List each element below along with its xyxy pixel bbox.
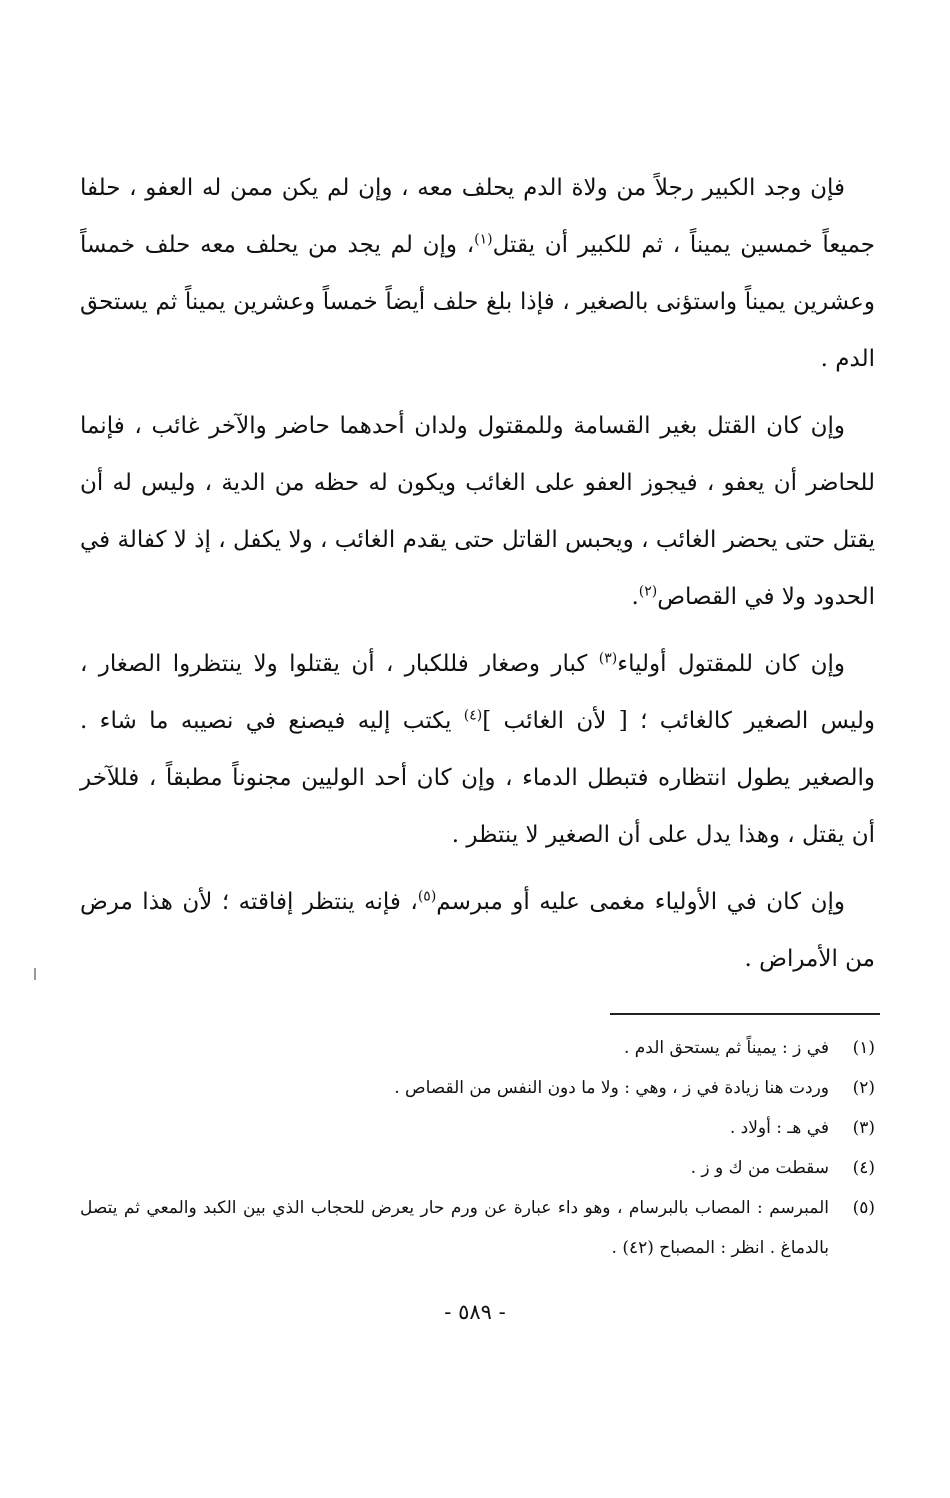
page-number: - ٥٨٩ - — [444, 1300, 506, 1324]
footnote-item — [80, 1108, 875, 1148]
footnote-item — [80, 1028, 875, 1068]
footnote-number: (١) — [852, 1038, 875, 1058]
paragraph-text: ، فإنه ينتظر إفاقته ؛ لأن هذا مرض من الأمراض . — [80, 889, 875, 972]
footnote-separator — [610, 1013, 880, 1015]
paragraph — [80, 398, 875, 626]
footnote-item — [80, 1188, 875, 1268]
paragraph-text: وإن كان القتل بغير القسامة وللمقتول ولدان أحدهما حاضر والآخر غائب ، فإنما للحاضر أن يعفو ، فيجوز العفو على الغائب ويكون له حظه من الدية ، وليس له أن يقتل حتى يحضر الغائب ، ويحبس القاتل حتى يقدم الغائب ، ولا يكفل ، إذ لا كفالة في الحدود ولا في القصاص — [80, 413, 875, 610]
footnote-number: (٢) — [852, 1078, 875, 1098]
footnote-text: في هـ : أولاد . — [729, 1118, 829, 1138]
footnote-reference: (٣) — [598, 650, 618, 667]
footnote-item — [80, 1148, 875, 1188]
footnote-reference: (٢) — [638, 583, 658, 600]
paragraph-text: فإن وجد الكبير رجلاً من ولاة الدم يحلف معه ، وإن لم يكن ممن له العفو ، حلفا جميعاً خمسين يميناً ، ثم للكبير أن يقتل — [80, 175, 875, 258]
paragraph — [80, 874, 875, 988]
paragraph-text: وإن كان للمقتول أولياء — [617, 651, 845, 677]
footnote-reference: (٤) — [463, 707, 483, 724]
paragraph-text: . — [631, 584, 639, 610]
paragraph — [80, 160, 875, 388]
footnote-number: (٣) — [852, 1118, 875, 1138]
footnote-item — [80, 1068, 875, 1108]
footnote-number: (٥) — [852, 1198, 875, 1218]
paragraph-text: ، وإن لم يجد من يحلف معه حلف خمساً وعشرين يميناً واستؤنى بالصغير ، فإذا بلغ حلف أيضاً خمساً وعشرين يميناً ثم يستحق الدم . — [80, 232, 875, 372]
scan-mark — [34, 968, 36, 980]
paragraph-text: يكتب إليه فيصنع في نصيبه ما شاء . والصغير يطول انتظاره فتبطل الدماء ، وإن كان أحد الوليين مجنوناً مطبقاً ، فللآخر أن يقتل ، وهذا يدل على أن الصغير لا ينتظر . — [80, 708, 875, 848]
footnote-text: المبرسم : المصاب بالبرسام ، وهو داء عبارة عن ورم حار يعرض للحجاب الذي بين الكبد والمعي ثم يتصل بالدماغ . انظر : المصباح (٤٢) . — [80, 1198, 829, 1258]
footnote-reference: (٥) — [417, 888, 437, 905]
paragraph-text: وإن كان في الأولياء مغمى عليه أو مبرسم — [436, 889, 846, 915]
paragraph — [80, 636, 875, 864]
footnote-text: سقطت من ك و ز . — [690, 1158, 829, 1178]
footnote-text: في ز : يميناً ثم يستحق الدم . — [623, 1038, 829, 1058]
footnote-reference: (١) — [474, 231, 493, 248]
main-text-body — [80, 160, 875, 998]
footnote-number: (٤) — [852, 1158, 875, 1178]
paragraph-text: كبار وصغار فللكبار ، أن يقتلوا ولا ينتظروا الصغار ، وليس الصغير كالغائب ؛ [ لأن الغائب ] — [80, 651, 875, 734]
footnotes-section — [80, 1028, 875, 1268]
footnote-text: وردت هنا زيادة في ز ، وهي : ولا ما دون النفس من القصاص . — [394, 1078, 829, 1098]
